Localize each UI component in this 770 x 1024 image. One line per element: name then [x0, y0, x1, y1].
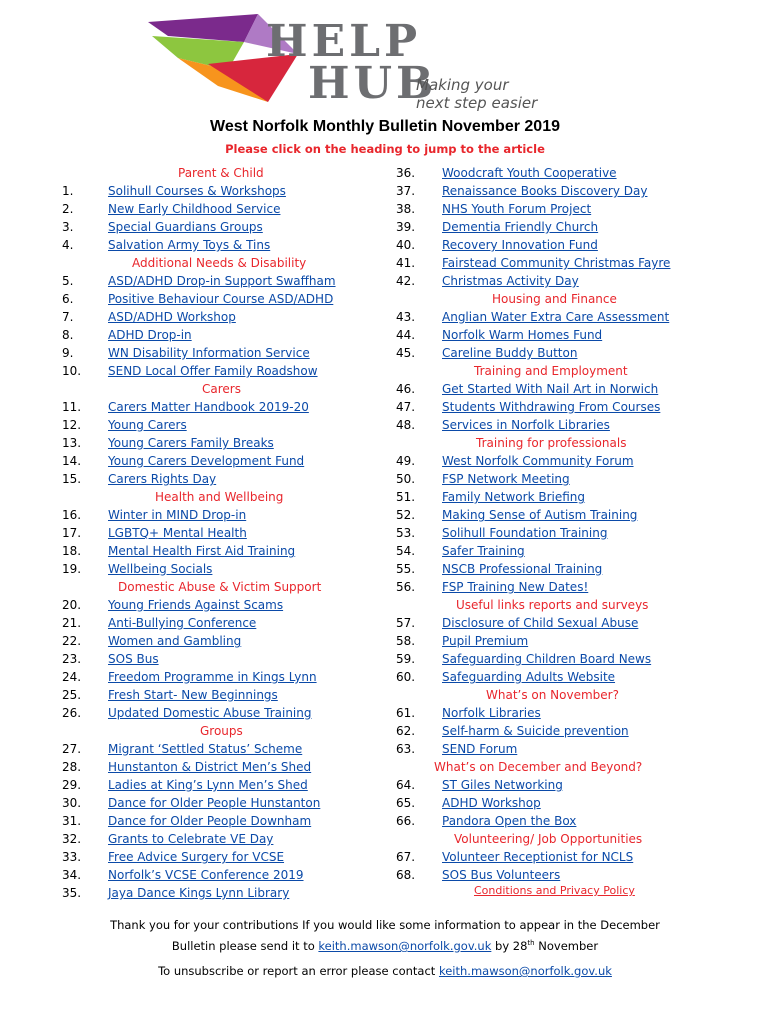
item-number: 20. — [62, 598, 82, 612]
list-item — [62, 686, 372, 704]
left-column — [62, 164, 372, 902]
article-link[interactable]: Careline Buddy Button — [442, 346, 578, 360]
list-item — [396, 326, 696, 344]
list-item — [62, 542, 372, 560]
article-link[interactable]: Ladies at King’s Lynn Men’s Shed — [108, 778, 308, 792]
article-link[interactable]: Disclosure of Child Sexual Abuse — [442, 616, 639, 630]
article-link[interactable]: Positive Behaviour Course ASD/ADHD — [108, 292, 334, 306]
article-link[interactable]: ASD/ADHD Drop-in Support Swaffham — [108, 274, 336, 288]
list-item — [396, 200, 696, 218]
list-item — [62, 416, 372, 434]
article-link[interactable]: Recovery Innovation Fund — [442, 238, 598, 252]
article-link[interactable]: NSCB Professional Training — [442, 562, 603, 576]
article-link[interactable]: Norfolk’s VCSE Conference 2019 — [108, 868, 304, 882]
footer-line2 — [0, 934, 770, 955]
list-item — [396, 254, 696, 272]
item-number: 56. — [396, 580, 416, 594]
page-title: West Norfolk Monthly Bulletin November 2019 — [210, 118, 560, 135]
section-heading: Domestic Abuse & Victim Support — [118, 580, 322, 594]
article-link[interactable]: WN Disability Information Service — [108, 346, 310, 360]
article-link[interactable]: Family Network Briefing — [442, 490, 586, 504]
page-subtitle: Please click on the heading to jump to the article — [225, 142, 545, 156]
item-number: 42. — [396, 274, 416, 288]
list-item — [62, 758, 372, 776]
footer-text: To unsubscribe or report an error please contact — [158, 964, 439, 978]
logo-tagline2: next step easier — [416, 94, 538, 112]
section-heading: Training and Employment — [474, 364, 628, 378]
list-item — [62, 272, 372, 290]
conditions-privacy-link[interactable]: Conditions and Privacy Policy — [474, 884, 635, 897]
item-number: 63. — [396, 742, 416, 756]
list-item — [62, 794, 372, 812]
list-item — [62, 470, 372, 488]
article-link[interactable]: Pupil Premium — [442, 634, 529, 648]
item-number: 4. — [62, 238, 74, 252]
list-item — [396, 272, 696, 290]
article-link[interactable]: ADHD Workshop — [442, 796, 541, 810]
article-link[interactable]: Services in Norfolk Libraries — [442, 418, 610, 432]
item-number: 7. — [62, 310, 74, 324]
item-number: 9. — [62, 346, 74, 360]
item-number: 22. — [62, 634, 82, 648]
article-link[interactable]: Renaissance Books Discovery Day — [442, 184, 648, 198]
item-number: 32. — [62, 832, 82, 846]
footer-sup: th — [527, 939, 535, 947]
item-number: 27. — [62, 742, 82, 756]
item-number: 47. — [396, 400, 416, 414]
article-link[interactable]: Solihull Courses & Workshops — [108, 184, 286, 198]
list-item — [396, 542, 696, 560]
list-item — [62, 452, 372, 470]
section-heading: Groups — [200, 724, 243, 738]
section-heading: Additional Needs & Disability — [132, 256, 307, 270]
list-item — [62, 326, 372, 344]
item-number: 66. — [396, 814, 416, 828]
logo-tagline1: Making your — [416, 76, 509, 94]
article-link[interactable]: Safer Training — [442, 544, 525, 558]
list-item — [396, 794, 696, 812]
list-item — [396, 776, 696, 794]
article-link[interactable]: Young Carers — [108, 418, 187, 432]
item-number: 45. — [396, 346, 416, 360]
list-item — [396, 722, 696, 740]
item-number: 37. — [396, 184, 416, 198]
item-number: 6. — [62, 292, 74, 306]
list-item — [62, 704, 372, 722]
item-number: 1. — [62, 184, 74, 198]
list-item — [62, 524, 372, 542]
article-link[interactable]: Freedom Programme in Kings Lynn — [108, 670, 317, 684]
item-number: 48. — [396, 418, 416, 432]
item-number: 17. — [62, 526, 82, 540]
list-item — [62, 812, 372, 830]
article-link[interactable]: Grants to Celebrate VE Day — [108, 832, 274, 846]
article-link[interactable]: Free Advice Surgery for VCSE — [108, 850, 285, 864]
item-number: 11. — [62, 400, 82, 414]
item-number: 60. — [396, 670, 416, 684]
item-number: 65. — [396, 796, 416, 810]
item-number: 2. — [62, 202, 74, 216]
list-item — [62, 668, 372, 686]
item-number: 54. — [396, 544, 416, 558]
article-link[interactable]: ST Giles Networking — [442, 778, 563, 792]
email-link[interactable]: keith.mawson@norfolk.gov.uk — [318, 938, 492, 953]
list-item — [62, 830, 372, 848]
article-link[interactable]: Women and Gambling — [108, 634, 242, 648]
article-link[interactable]: SEND Forum — [442, 742, 518, 756]
article-link[interactable]: Anglian Water Extra Care Assessment — [442, 310, 670, 324]
list-item — [396, 182, 696, 200]
list-item — [62, 740, 372, 758]
list-item — [396, 416, 696, 434]
right-column — [396, 164, 696, 897]
list-item — [396, 380, 696, 398]
article-link[interactable]: FSP Network Meeting — [442, 472, 570, 486]
item-number: 24. — [62, 670, 82, 684]
item-number: 62. — [396, 724, 416, 738]
item-number: 13. — [62, 436, 82, 450]
item-number: 58. — [396, 634, 416, 648]
article-link[interactable]: West Norfolk Community Forum — [442, 454, 634, 468]
article-link[interactable]: Solihull Foundation Training — [442, 526, 608, 540]
item-number: 53. — [396, 526, 416, 540]
article-link[interactable]: Volunteer Receptionist for NCLS — [442, 850, 634, 864]
section-heading: Housing and Finance — [492, 292, 617, 306]
section-heading: Health and Wellbeing — [155, 490, 284, 504]
article-link[interactable]: FSP Training New Dates! — [442, 580, 589, 594]
item-number: 28. — [62, 760, 82, 774]
list-item — [62, 650, 372, 668]
list-item — [62, 434, 372, 452]
list-item — [396, 488, 696, 506]
article-link[interactable]: Jaya Dance Kings Lynn Library — [108, 886, 290, 900]
list-item — [396, 848, 696, 866]
list-item — [396, 398, 696, 416]
list-item — [62, 884, 372, 902]
list-item — [62, 506, 372, 524]
footer-text: Bulletin please send it to — [171, 938, 319, 953]
list-item — [396, 506, 696, 524]
list-item — [62, 344, 372, 362]
list-item — [62, 398, 372, 416]
article-link[interactable]: Safeguarding Children Board News — [442, 652, 652, 666]
item-number: 40. — [396, 238, 416, 252]
list-item — [396, 344, 696, 362]
list-item — [62, 218, 372, 236]
section-heading: What’s on November? — [486, 688, 619, 702]
list-item — [396, 308, 696, 326]
article-link[interactable]: Fairstead Community Christmas Fayre — [442, 256, 671, 270]
article-link[interactable]: Norfolk Libraries — [442, 706, 541, 720]
item-number: 15. — [62, 472, 82, 486]
footer-text: by 28 — [491, 938, 528, 953]
footer-line3 — [0, 962, 770, 980]
article-link[interactable]: Get Started With Nail Art in Norwich — [442, 382, 659, 396]
logo-line2: HUB — [308, 58, 438, 109]
item-number: 33. — [62, 850, 82, 864]
list-item — [396, 236, 696, 254]
list-item — [396, 614, 696, 632]
article-link[interactable]: Young Carers Family Breaks — [108, 436, 274, 450]
item-number: 55. — [396, 562, 416, 576]
item-number: 8. — [62, 328, 74, 342]
logo-line1: HELP — [266, 16, 422, 67]
item-number: 10. — [62, 364, 82, 378]
article-link[interactable]: ASD/ADHD Workshop — [108, 310, 236, 324]
footer-line1: Thank you for your contributions If you would like some information to appear in the December — [110, 918, 660, 932]
item-number: 59. — [396, 652, 416, 666]
article-link[interactable]: Mental Health First Aid Training — [108, 544, 296, 558]
item-number: 61. — [396, 706, 416, 720]
list-item — [62, 290, 372, 308]
item-number: 52. — [396, 508, 416, 522]
article-link[interactable]: Young Carers Development Fund — [108, 454, 305, 468]
item-number: 49. — [396, 454, 416, 468]
list-item — [396, 578, 696, 596]
list-item — [396, 560, 696, 578]
item-number: 35. — [62, 886, 82, 900]
item-number: 16. — [62, 508, 82, 522]
unsubscribe-email-link[interactable]: keith.mawson@norfolk.gov.uk — [438, 964, 612, 978]
section-heading: Useful links reports and surveys — [456, 598, 649, 612]
list-item — [62, 308, 372, 326]
list-item — [396, 650, 696, 668]
article-link[interactable]: Special Guardians Groups — [108, 220, 263, 234]
item-number: 25. — [62, 688, 82, 702]
article-link[interactable]: SOS Bus — [108, 652, 159, 666]
list-item — [396, 164, 696, 182]
article-link[interactable]: SEND Local Offer Family Roadshow — [108, 364, 318, 378]
item-number: 3. — [62, 220, 74, 234]
list-item — [62, 614, 372, 632]
article-link[interactable]: Students Withdrawing From Courses — [442, 400, 661, 414]
article-link[interactable]: Anti-Bullying Conference — [108, 616, 257, 630]
item-number: 21. — [62, 616, 82, 630]
article-link[interactable]: New Early Childhood Service — [108, 202, 281, 216]
article-link[interactable]: Safeguarding Adults Website — [442, 670, 616, 684]
list-item — [62, 236, 372, 254]
list-item — [62, 866, 372, 884]
item-number: 26. — [62, 706, 82, 720]
list-item — [62, 560, 372, 578]
list-item — [396, 866, 696, 884]
item-number: 44. — [396, 328, 416, 342]
article-link[interactable]: NHS Youth Forum Project — [442, 202, 592, 216]
list-item — [62, 848, 372, 866]
item-number: 19. — [62, 562, 82, 576]
list-item — [62, 596, 372, 614]
article-link[interactable]: Winter in MIND Drop-in — [108, 508, 247, 522]
article-link[interactable]: ADHD Drop-in — [108, 328, 192, 342]
list-item — [396, 452, 696, 470]
item-number: 31. — [62, 814, 82, 828]
article-link[interactable]: Young Friends Against Scams — [108, 598, 284, 612]
article-link[interactable]: Self-harm & Suicide prevention — [442, 724, 629, 738]
item-number: 18. — [62, 544, 82, 558]
section-heading: Carers — [202, 382, 241, 396]
item-number: 12. — [62, 418, 82, 432]
article-link[interactable]: Wellbeing Socials — [108, 562, 213, 576]
item-number: 46. — [396, 382, 416, 396]
list-item — [396, 740, 696, 758]
item-number: 23. — [62, 652, 82, 666]
section-heading: What’s on December and Beyond? — [434, 760, 643, 774]
list-item — [396, 470, 696, 488]
list-item — [396, 218, 696, 236]
list-item — [62, 776, 372, 794]
section-heading: Parent & Child — [178, 166, 264, 180]
item-number: 64. — [396, 778, 416, 792]
article-link[interactable]: Making Sense of Autism Training — [442, 508, 638, 522]
article-link[interactable]: SOS Bus Volunteers — [442, 868, 561, 882]
article-link[interactable]: Dementia Friendly Church — [442, 220, 599, 234]
item-number: 30. — [62, 796, 82, 810]
article-link[interactable]: Woodcraft Youth Cooperative — [442, 166, 617, 180]
article-link[interactable]: LGBTQ+ Mental Health — [108, 526, 247, 540]
item-number: 57. — [396, 616, 416, 630]
article-link[interactable]: Updated Domestic Abuse Training — [108, 706, 312, 720]
article-link[interactable]: Carers Matter Handbook 2019-20 — [108, 400, 309, 414]
list-item — [396, 524, 696, 542]
item-number: 39. — [396, 220, 416, 234]
article-link[interactable]: Salvation Army Toys & Tins — [108, 238, 271, 252]
footer-text: November — [534, 938, 599, 953]
article-link[interactable]: Dance for Older People Downham — [108, 814, 312, 828]
item-number: 50. — [396, 472, 416, 486]
article-link[interactable]: Carers Rights Day — [108, 472, 217, 486]
item-number: 5. — [62, 274, 74, 288]
article-link[interactable]: Fresh Start- New Beginnings — [108, 688, 278, 702]
article-link[interactable]: Pandora Open the Box — [442, 814, 577, 828]
article-link[interactable]: Hunstanton & District Men’s Shed — [108, 760, 312, 774]
article-link[interactable]: Migrant ‘Settled Status’ Scheme — [108, 742, 303, 756]
item-number: 38. — [396, 202, 416, 216]
section-heading: Volunteering/ Job Opportunities — [454, 832, 643, 846]
list-item — [396, 668, 696, 686]
item-number: 29. — [62, 778, 82, 792]
section-heading: Training for professionals — [476, 436, 627, 450]
list-item — [396, 812, 696, 830]
list-item — [396, 632, 696, 650]
article-link[interactable]: Dance for Older People Hunstanton — [108, 796, 321, 810]
list-item — [396, 704, 696, 722]
item-number: 14. — [62, 454, 82, 468]
article-link[interactable]: Christmas Activity Day — [442, 274, 579, 288]
list-item — [62, 362, 372, 380]
article-link[interactable]: Norfolk Warm Homes Fund — [442, 328, 603, 342]
list-item — [62, 632, 372, 650]
item-number: 41. — [396, 256, 416, 270]
item-number: 34. — [62, 868, 82, 882]
list-item — [62, 182, 372, 200]
item-number: 36. — [396, 166, 416, 180]
help-hub-logo — [148, 14, 628, 114]
list-item — [62, 200, 372, 218]
item-number: 68. — [396, 868, 416, 882]
item-number: 67. — [396, 850, 416, 864]
item-number: 43. — [396, 310, 416, 324]
item-number: 51. — [396, 490, 416, 504]
